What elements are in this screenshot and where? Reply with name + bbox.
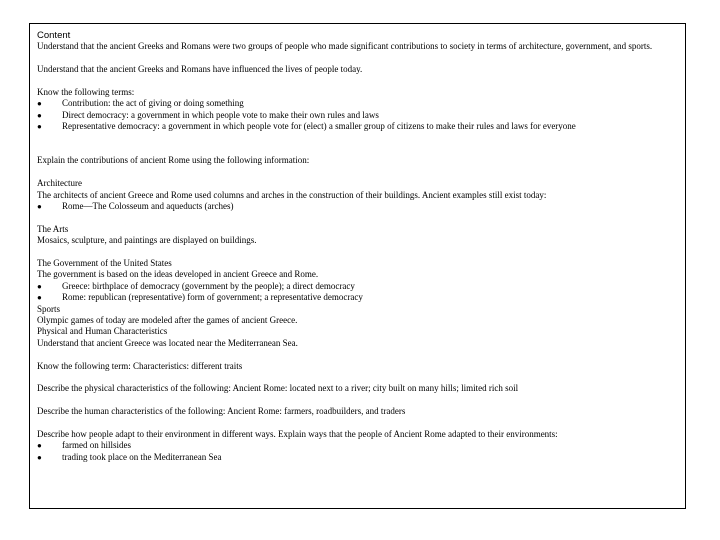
intro-paragraph-1: Understand that the ancient Greeks and Romans were two groups of people who made significant contributions to society in terms of architecture, government, and sports. — [37, 41, 653, 52]
physical-heading: Physical and Human Characteristics — [37, 326, 168, 337]
term-item-direct-democracy — [37, 110, 677, 121]
adapt-text: Describe how people adapt to their environment in different ways. Explain ways that the people of Ancient Rome adapted to their environments: — [37, 429, 558, 440]
government-bullet-text: Rome: republican (representative) form of government; a representative democracy — [62, 292, 363, 303]
describe-human: Describe the human characteristics of the following: Ancient Rome: farmers, roadbuilders, and traders — [37, 406, 406, 417]
bullet-icon: ● — [37, 99, 42, 109]
intro-paragraph-2: Understand that the ancient Greeks and Romans have influenced the lives of people today. — [37, 64, 363, 75]
government-bullet-text: Greece: birthplace of democracy (government by the people); a direct democracy — [62, 280, 355, 291]
architecture-bullet — [37, 201, 677, 212]
government-text: The government is based on the ideas developed in ancient Greece and Rome. — [37, 269, 319, 280]
arts-heading: The Arts — [37, 223, 69, 234]
term-text: Contribution: the act of giving or doing something — [62, 98, 244, 109]
term-item-contribution — [37, 98, 677, 109]
sports-heading: Sports — [37, 303, 61, 314]
architecture-bullet-text: Rome—The Colosseum and aqueducts (arches) — [62, 201, 234, 212]
bullet-icon: ● — [37, 293, 42, 303]
term-text: Representative democracy: a government in which people vote for (elect) a smaller group of citizens to make their rules and laws for everyone — [62, 121, 576, 132]
sports-text: Olympic games of today are modeled after the games of ancient Greece. — [37, 315, 298, 326]
terms-heading: Know the following terms: — [37, 87, 135, 97]
bullet-icon: ● — [37, 122, 42, 132]
content-heading: Content — [37, 30, 71, 41]
adapt-bullet-hillsides — [37, 440, 677, 451]
adapt-bullet-text: farmed on hillsides — [62, 440, 131, 451]
adapt-bullet-trading — [37, 452, 677, 463]
arts-text: Mosaics, sculpture, and paintings are displayed on buildings. — [37, 235, 257, 246]
describe-physical: Describe the physical characteristics of the following: Ancient Rome: located next to a river; city built on many hills; limited rich soil — [37, 383, 519, 394]
term-item-representative-democracy — [37, 121, 677, 132]
bullet-icon: ● — [37, 202, 42, 212]
rome-intro: Explain the contributions of ancient Rome using the following information: — [37, 155, 310, 166]
document-frame — [29, 23, 686, 509]
government-heading: The Government of the United States — [37, 258, 172, 269]
government-bullet-rome — [37, 292, 677, 303]
adapt-bullet-text: trading took place on the Mediterranean Sea — [62, 451, 222, 462]
characteristics-term: Know the following term: Characteristics: different traits — [37, 360, 243, 371]
bullet-icon: ● — [37, 281, 42, 291]
term-text: Direct democracy: a government in which people vote to make their own rules and laws — [62, 109, 379, 120]
physical-text: Understand that ancient Greece was located near the Mediterranean Sea. — [37, 337, 298, 348]
architecture-heading: Architecture — [37, 178, 82, 189]
bullet-icon: ● — [37, 441, 42, 451]
government-bullet-greece — [37, 281, 677, 292]
bullet-icon: ● — [37, 452, 42, 462]
architecture-text: The architects of ancient Greece and Rome used columns and arches in the construction of their buildings. Ancient examples still exist today: — [37, 189, 547, 200]
bullet-icon: ● — [37, 110, 42, 120]
